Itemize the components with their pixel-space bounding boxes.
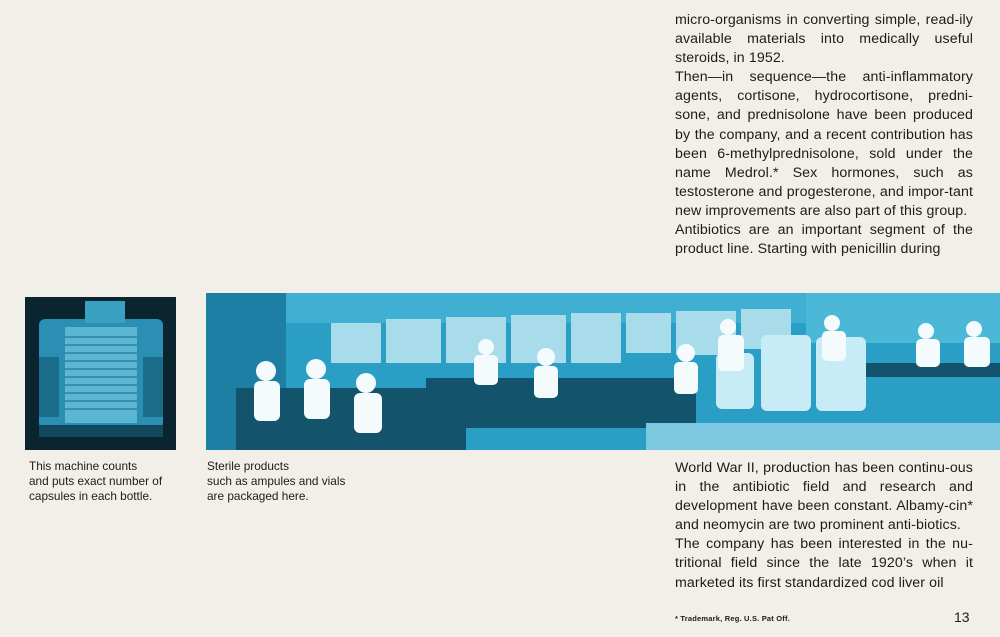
paragraph-nutritional: The company has been interested in the nu-tritional field since the late 1920’s when it marketed its first standardized cod liver oil bbox=[675, 536, 973, 591]
caption-machine bbox=[29, 459, 189, 504]
caption-machine-line-3: capsules in each bottle. bbox=[29, 489, 153, 503]
paragraph-world-war-ii: World War II, production has been continu-ous in the antibiotic field and research and development have been constant. Albamy-cin* and neomycin are two prominent anti-biotics. bbox=[675, 460, 973, 534]
caption-sterile-line-2: such as ampules and vials bbox=[207, 474, 346, 488]
paragraph-antibiotics: Antibiotics are an important segment of the product line. Starting with penicillin during bbox=[675, 222, 973, 258]
packaging-room-photo bbox=[206, 293, 1000, 450]
capsule-counting-machine-photo bbox=[25, 297, 176, 450]
paragraph-steroids: micro-organisms in converting simple, read-ily available materials into medically useful steroids, in 1952. bbox=[675, 12, 973, 67]
trademark-footnote: * Trademark, Reg. U.S. Pat Off. bbox=[675, 614, 790, 623]
caption-sterile-products bbox=[207, 459, 377, 504]
paragraph-anti-inflammatory: Then—in sequence—the anti-inflammatory agents, cortisone, hydrocortisone, predni-sone, and prednisolone have been produced by the company, and a recent contribution has been 6-methylprednisolone, sold under the name Medrol.* Sex hormones, such as testosterone and progesterone, and impor-tant new improvements are also part of this group. bbox=[675, 69, 973, 219]
page-number: 13 bbox=[954, 609, 970, 625]
caption-machine-line-2: and puts exact number of bbox=[29, 474, 163, 488]
text-column-top bbox=[675, 11, 973, 259]
caption-machine-line-1: This machine counts bbox=[29, 459, 138, 473]
text-column-bottom bbox=[675, 459, 973, 593]
caption-sterile-line-1: Sterile products bbox=[207, 459, 289, 473]
factory-illustration bbox=[206, 293, 1000, 450]
machine-illustration bbox=[25, 297, 176, 450]
caption-sterile-line-3: are packaged here. bbox=[207, 489, 309, 503]
